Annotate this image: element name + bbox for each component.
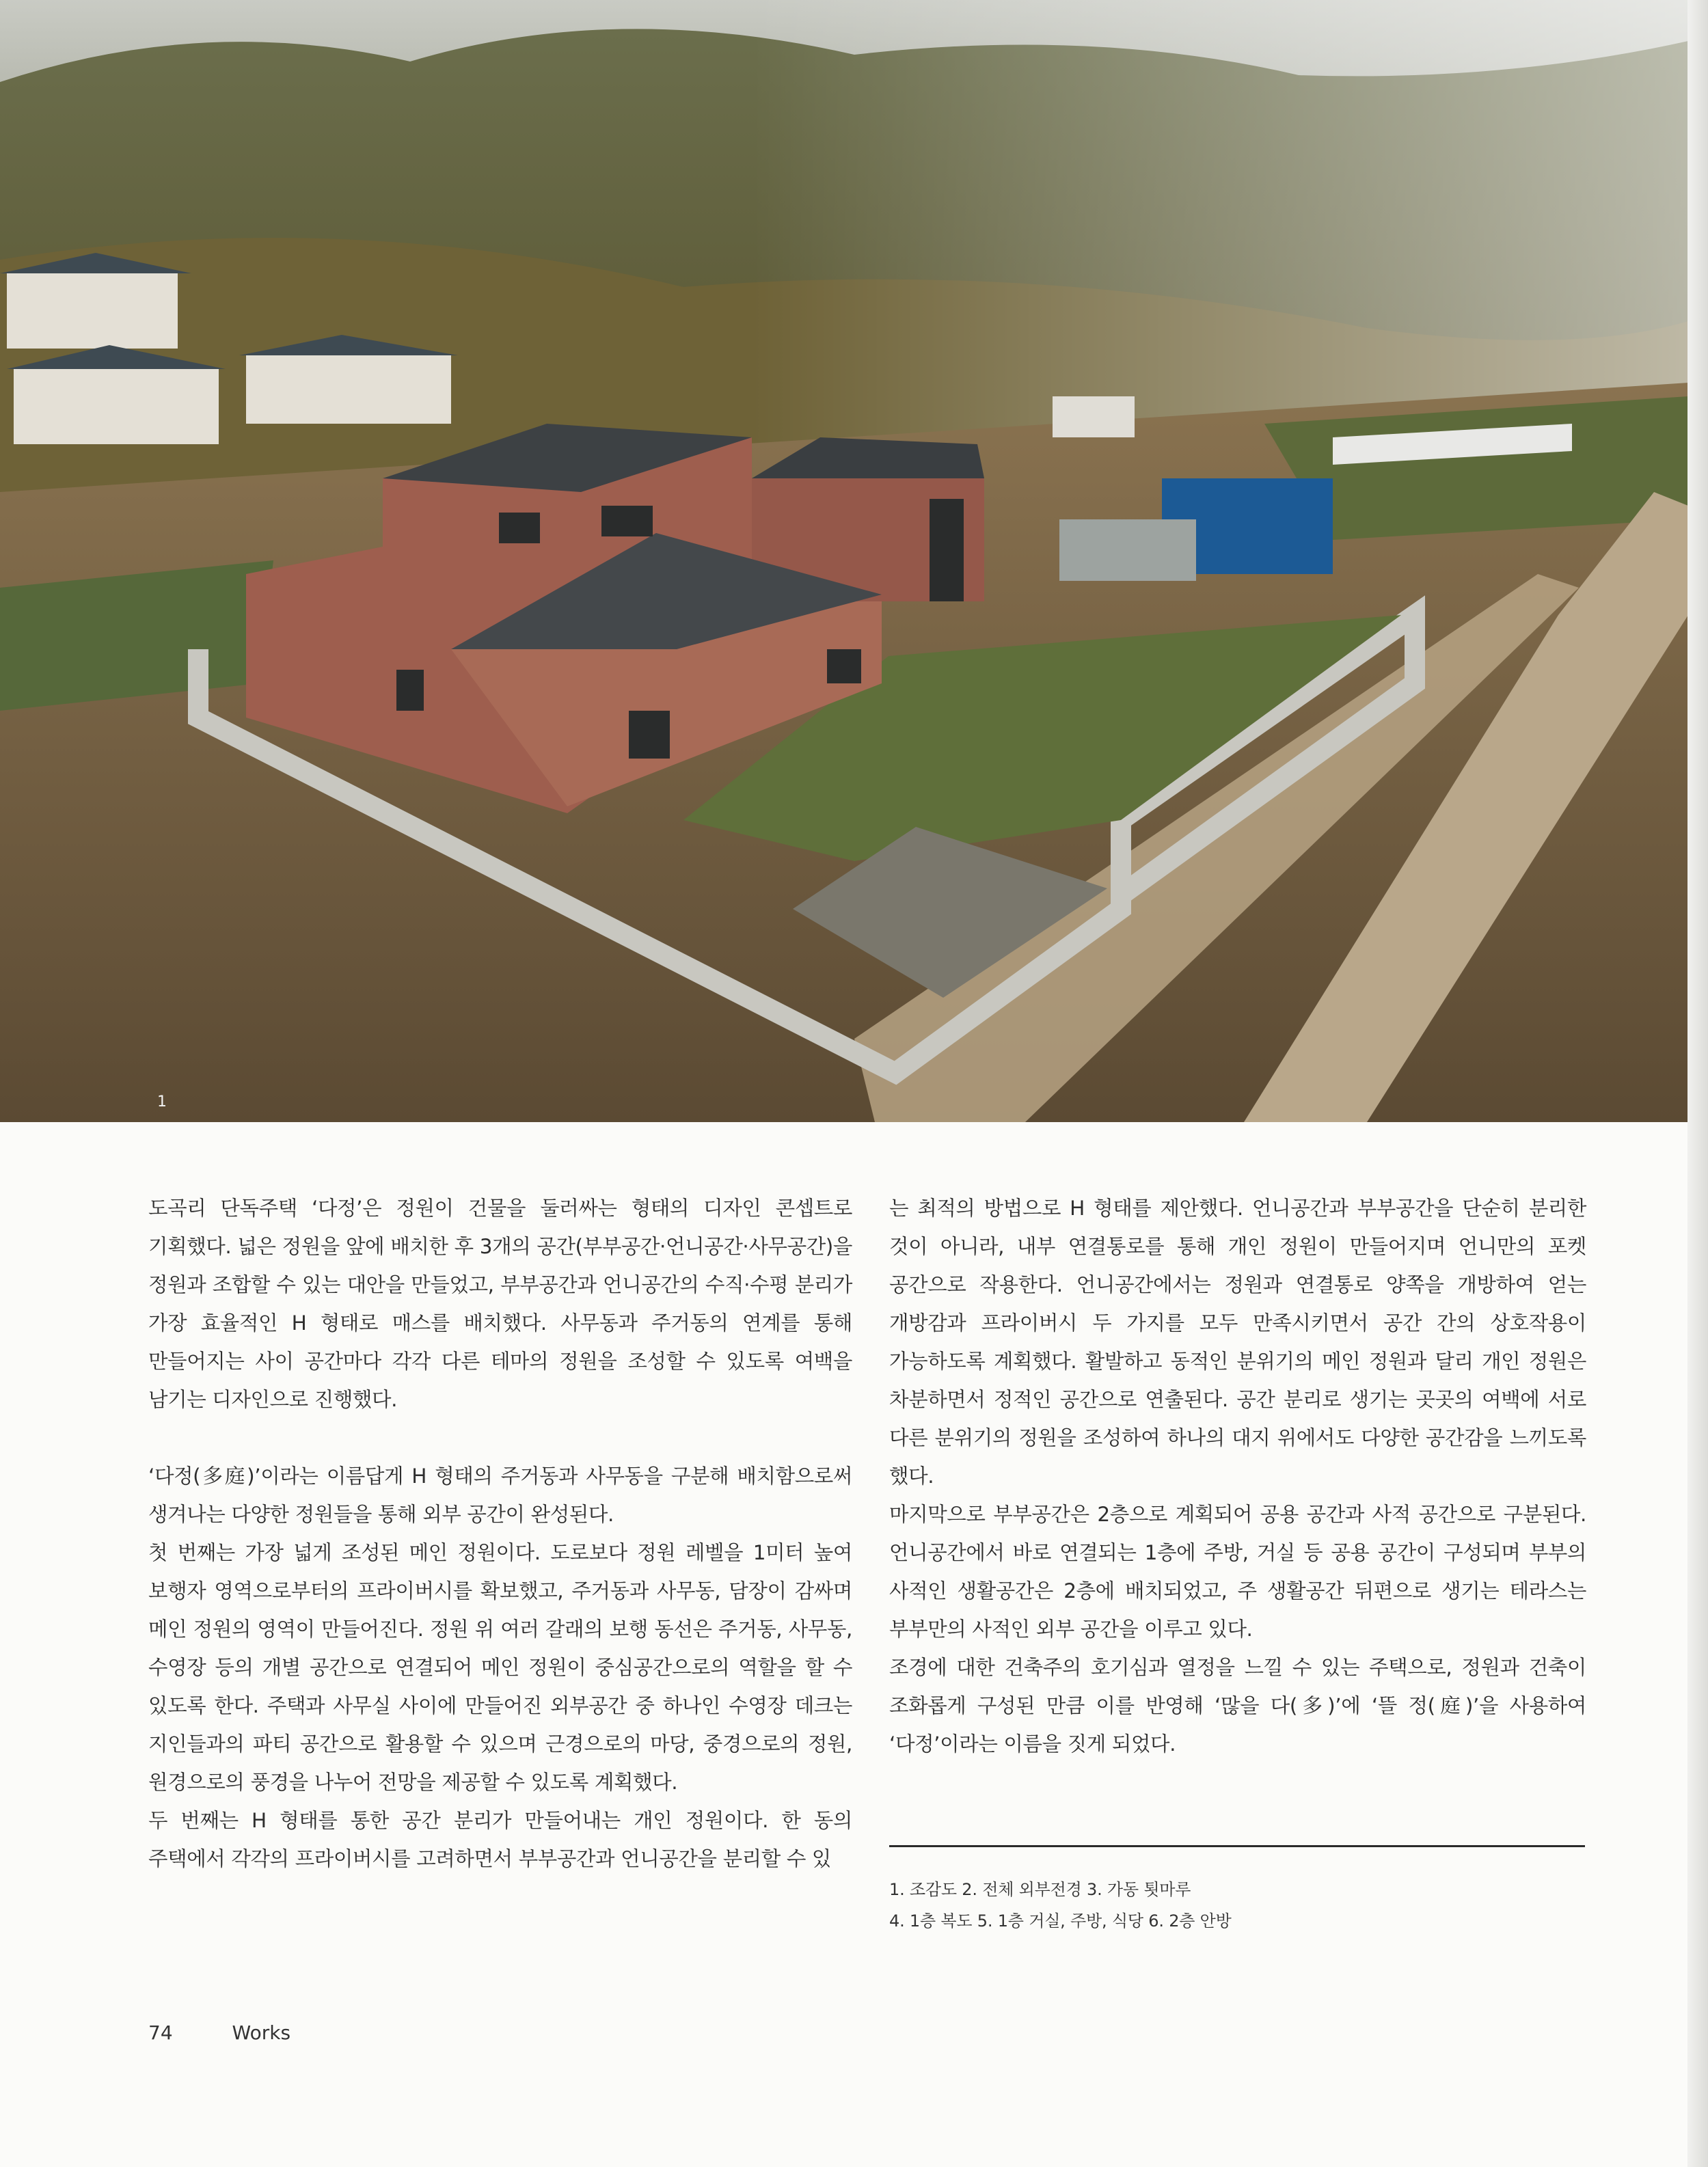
page-edge — [1687, 0, 1708, 2167]
caption-line: 1. 조감도 2. 전체 외부전경 3. 가동 툇마루 — [889, 1880, 1191, 1899]
paragraph: 두 번째는 H 형태를 통한 공간 분리가 만들어내는 개인 정원이다. 한 동의 주택에서 각각의 프라이버시를 고려하면서 부부공간과 언니공간을 분리할 수 있 — [148, 1809, 852, 1870]
section-name: Works — [232, 2021, 291, 2044]
paragraph: 첫 번째는 가장 넓게 조성된 메인 정원이다. 도로보다 정원 레벨을 1미터 높여 보행자 영역으로부터의 프라이버시를 확보했고, 주거동과 사무동, 담장이 감싸며 메인 정원의 영역이 만들어진다. 정원 위 여러 갈래의 보행 동선은 주거동, 사무동, 수영장 등의 개별 공간으로 연결되어 메인 정원이 중심공간으로의 역할을 할 수 있도록 한다. 주택과 사무실 사이에 만들어진 외부공간 중 하나인 수영장 데크는 지인들과의 파티 공간으로 활용할 수 있으며 근경으로의 마당, 중경으로의 정원, 원경으로의 풍경을 나누어 전망을 제공할 수 있도록 계획했다. — [148, 1541, 852, 1794]
page-number: 74 — [148, 2021, 173, 2044]
paragraph: 조경에 대한 건축주의 호기심과 열정을 느낄 수 있는 주택으로, 정원과 건축이 조화롭게 구성된 만큼 이를 반영해 ‘많을 다(多)’에 ‘뜰 정(庭)’을 사용하여 ‘다정’이라는 이름을 짓게 되었다. — [889, 1656, 1586, 1756]
paragraph: ‘다정(多庭)’이라는 이름답게 H 형태의 주거동과 사무동을 구분해 배치함으로써 생겨나는 다양한 정원들을 통해 외부 공간이 완성된다. — [148, 1464, 852, 1526]
paragraph: 도곡리 단독주택 ‘다정’은 정원이 건물을 둘러싸는 형태의 디자인 콘셉트로 기획했다. 넓은 정원을 앞에 배치한 후 3개의 공간(부부공간·언니공간·사무공간)을 정원과 조합할 수 있는 대안을 만들었고, 부부공간과 언니공간의 수직·수평 분리가 가장 효율적인 H 형태로 매스를 배치했다. 사무동과 주거동의 연계를 통해 만들어지는 사이 공간마다 각각 다른 테마의 정원을 조성할 수 있도록 여백을 남기는 디자인으로 진행했다. — [148, 1197, 852, 1411]
left-column — [148, 1189, 852, 1878]
caption-line: 4. 1층 복도 5. 1층 거실, 주방, 식당 6. 2층 안방 — [889, 1911, 1232, 1931]
paragraph: 마지막으로 부부공간은 2층으로 계획되어 공용 공간과 사적 공간으로 구분된다. 언니공간에서 바로 연결되는 1층에 주방, 거실 등 공용 공간이 구성되며 부부의 사적인 생활공간은 2층에 배치되었고, 주 생활공간 뒤편으로 생기는 테라스는 부부만의 사적인 외부 공간을 이루고 있다. — [889, 1503, 1586, 1641]
paragraph: 는 최적의 방법으로 H 형태를 제안했다. 언니공간과 부부공간을 단순히 분리한 것이 아니라, 내부 연결통로를 통해 개인 정원이 만들어지며 언니만의 포켓 공간으로 작용한다. 언니공간에서는 정원과 연결통로 양쪽을 개방하여 얻는 개방감과 프라이버시 두 가지를 모두 만족시키면서 공간 간의 상호작용이 가능하도록 계획했다. 활발하고 동적인 분위기의 메인 정원과 달리 개인 정원은 차분하면서 정적인 공간으로 연출된다. 공간 분리로 생기는 곳곳의 여백에 서로 다른 분위기의 정원을 조성하여 하나의 대지 위에서도 다양한 공간감을 느끼도록 했다. — [889, 1197, 1586, 1488]
right-column — [889, 1189, 1586, 1763]
page-footer — [148, 2021, 290, 2044]
photo-number: 1 — [157, 1093, 167, 1110]
photo-captions — [889, 1874, 1586, 1937]
caption-divider — [889, 1845, 1585, 1847]
